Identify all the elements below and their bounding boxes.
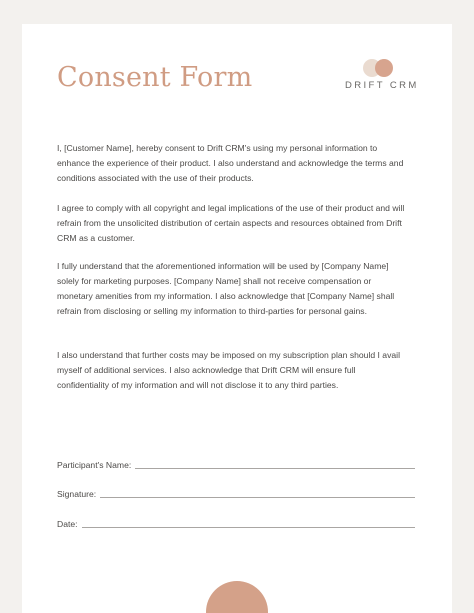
consent-paragraph-1: I, [Customer Name], hereby consent to Drift CRM's using my personal information to enhance the experience of their product. I also understand and acknowledge the terms and conditions associated with the use of their products. [57, 143, 404, 183]
participant-name-line[interactable] [135, 468, 415, 469]
signature-field[interactable] [57, 485, 415, 499]
brand-name: DRIFT CRM [345, 80, 419, 91]
consent-paragraph-2: I agree to comply with all copyright and legal implications of the use of their product and will refrain from the unsolicited distribution of certain aspects and resources obtained from Drift CRM as a customer. [57, 203, 405, 243]
logo-icon [363, 59, 397, 77]
logo-dot-dark [375, 59, 393, 77]
participant-name-label: Participant's Name: [57, 460, 132, 470]
participant-name-field[interactable] [57, 456, 415, 470]
decorative-circle [206, 581, 268, 613]
date-field[interactable] [57, 515, 415, 529]
consent-form-page [22, 24, 452, 613]
consent-paragraph-4: I also understand that further costs may be imposed on my subscription plan should I avail myself of additional services. I also acknowledge that Drift CRM will ensure full confidentiality of my information and will not disclose it to any third parties. [57, 350, 400, 390]
signature-line[interactable] [100, 497, 415, 498]
consent-paragraph-3: I fully understand that the aforementioned information will be used by [Company Name] solely for marketing purposes. [Company Name] shall not receive compensation or monetary amenities from my information. I also acknowledge that [Company Name] shall refrain from disclosing or selling my information to third-parties for personal gains. [57, 261, 395, 316]
date-line[interactable] [82, 527, 415, 528]
page-title: Consent Form [57, 62, 253, 93]
date-label: Date: [57, 519, 78, 529]
signature-label: Signature: [57, 489, 97, 499]
